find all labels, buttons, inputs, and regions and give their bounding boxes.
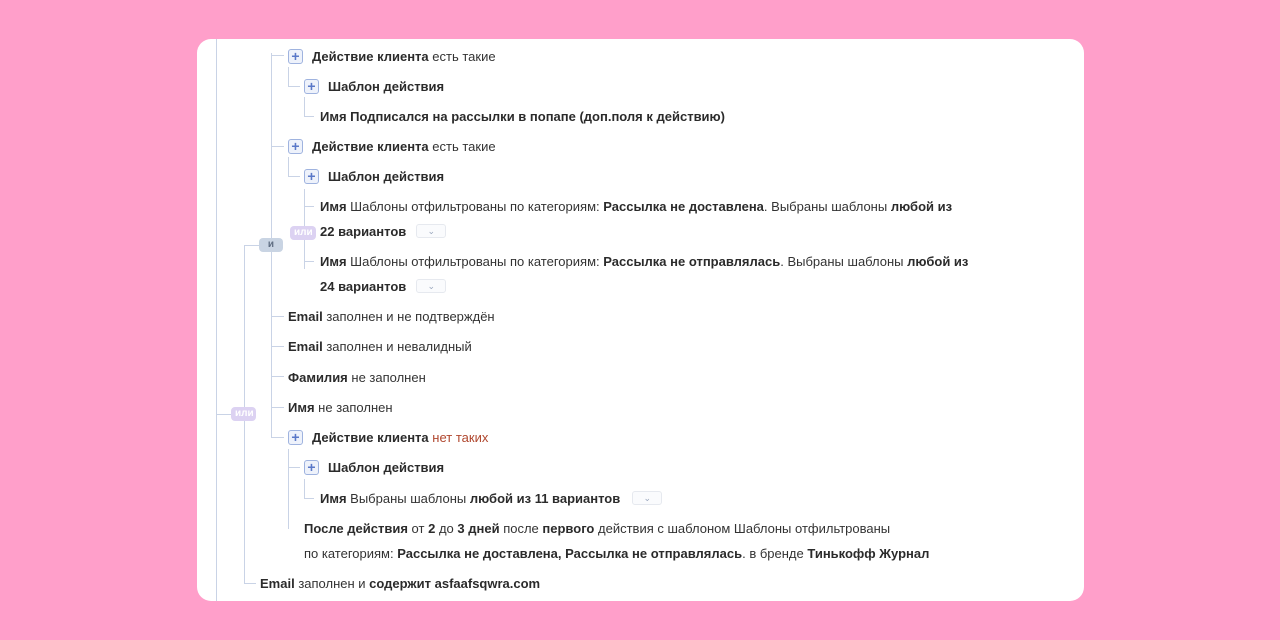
expand-plus-icon[interactable]: + (288, 139, 303, 154)
expand-variants-button[interactable] (632, 491, 662, 505)
condition-field: Имя (320, 490, 347, 506)
condition-field: Имя (320, 198, 347, 214)
expand-variants-button[interactable] (416, 279, 446, 293)
condition-row (304, 457, 444, 477)
tree-line (304, 498, 314, 499)
condition-operator: есть такие (432, 48, 496, 64)
condition-field: Действие клиента (312, 138, 429, 154)
condition-value: 2 (428, 520, 436, 536)
or-operator-badge[interactable]: или (290, 226, 316, 240)
tree-line (288, 157, 289, 177)
condition-field: Шаблон действия (328, 78, 445, 94)
condition-row (260, 573, 540, 593)
condition-field: Email (288, 308, 323, 324)
tree-line (216, 39, 217, 601)
condition-operator: заполнен и (298, 575, 366, 591)
tree-line (271, 55, 284, 56)
condition-text: по категориям: (304, 545, 394, 561)
condition-row (304, 543, 929, 563)
condition-value: первого (542, 520, 595, 536)
condition-value: 22 вариантов (320, 223, 407, 239)
tree-line (244, 583, 256, 584)
expand-plus-icon[interactable]: + (304, 460, 319, 475)
chevron-down-icon: ⌄ (643, 492, 652, 503)
condition-row (320, 276, 446, 296)
condition-row (288, 367, 426, 387)
condition-row (288, 397, 393, 417)
tree-line (271, 407, 284, 408)
expand-plus-icon[interactable]: + (288, 430, 303, 445)
tree-line (244, 245, 259, 246)
condition-field: Шаблон действия (328, 168, 445, 184)
tree-line (288, 176, 300, 177)
condition-value: Тинькофф Журнал (807, 545, 930, 561)
condition-row (288, 427, 488, 447)
condition-row (304, 76, 444, 96)
and-operator-badge[interactable]: и (259, 238, 283, 252)
tree-line (304, 206, 314, 207)
condition-text: . Выбраны шаблоны (763, 198, 888, 214)
condition-row (288, 306, 495, 326)
tree-line (304, 97, 305, 117)
expand-plus-icon[interactable]: + (304, 169, 319, 184)
condition-field: Действие клиента (312, 48, 429, 64)
condition-text: Выбраны шаблоны (350, 490, 467, 506)
condition-text: от (411, 520, 425, 536)
condition-value: любой из (890, 198, 953, 214)
condition-operator: не заполнен (318, 399, 393, 415)
condition-row (320, 221, 446, 241)
condition-text: Шаблоны отфильтрованы по категориям: (350, 253, 600, 269)
condition-text: . в бренде (742, 545, 804, 561)
condition-row (320, 488, 662, 508)
chevron-down-icon: ⌄ (427, 225, 436, 236)
condition-text: после (503, 520, 539, 536)
condition-row (304, 518, 890, 538)
tree-line (304, 261, 314, 262)
condition-value: 24 вариантов (320, 278, 407, 294)
condition-operator: нет таких (432, 429, 489, 445)
condition-field: Имя (288, 399, 315, 415)
condition-value: 3 дней (457, 520, 500, 536)
chevron-down-icon: ⌄ (427, 280, 436, 291)
segment-condition-tree (197, 39, 1084, 601)
tree-line (288, 86, 300, 87)
condition-text: действия с шаблоном Шаблоны отфильтрованы (598, 520, 891, 536)
condition-value: Рассылка не доставлена, Рассылка не отправлялась (397, 545, 743, 561)
condition-value: содержит asfaafsqwra.com (369, 575, 541, 591)
condition-field: Действие клиента (312, 429, 429, 445)
condition-field: Фамилия (288, 369, 348, 385)
condition-row (320, 251, 968, 271)
tree-line (304, 116, 314, 117)
condition-row (288, 46, 496, 66)
condition-text: Шаблоны отфильтрованы по категориям: (350, 198, 600, 214)
tree-line (271, 316, 284, 317)
condition-row (288, 336, 472, 356)
expand-plus-icon[interactable]: + (304, 79, 319, 94)
condition-value: любой из 11 вариантов (469, 490, 621, 506)
condition-row (320, 106, 725, 126)
condition-operator: не заполнен (351, 369, 426, 385)
expand-plus-icon[interactable]: + (288, 49, 303, 64)
condition-operator: есть такие (432, 138, 496, 154)
tree-line (288, 467, 300, 468)
condition-row (320, 196, 952, 216)
tree-line (288, 67, 289, 87)
condition-text: до (438, 520, 454, 536)
tree-line (271, 376, 284, 377)
condition-field: Имя (320, 253, 347, 269)
tree-line (271, 346, 284, 347)
condition-field: После действия (304, 520, 408, 536)
condition-operator: заполнен и не подтверждён (326, 308, 495, 324)
or-operator-badge[interactable]: или (231, 407, 256, 421)
expand-variants-button[interactable] (416, 224, 446, 238)
condition-value: Рассылка не доставлена (603, 198, 764, 214)
tree-line (271, 437, 284, 438)
tree-line (271, 146, 284, 147)
condition-row (304, 166, 444, 186)
condition-text: . Выбраны шаблоны (780, 253, 904, 269)
condition-field: Email (260, 575, 295, 591)
condition-value: Рассылка не отправлялась (603, 253, 781, 269)
condition-operator: заполнен и невалидный (326, 338, 472, 354)
condition-row (288, 136, 496, 156)
tree-line (288, 449, 289, 529)
condition-field: Шаблон действия (328, 459, 445, 475)
tree-line (304, 479, 305, 499)
condition-field: Имя Подписался на рассылки в попапе (доп.поля к действию) (320, 108, 725, 124)
condition-field: Email (288, 338, 323, 354)
condition-value: любой из (907, 253, 969, 269)
